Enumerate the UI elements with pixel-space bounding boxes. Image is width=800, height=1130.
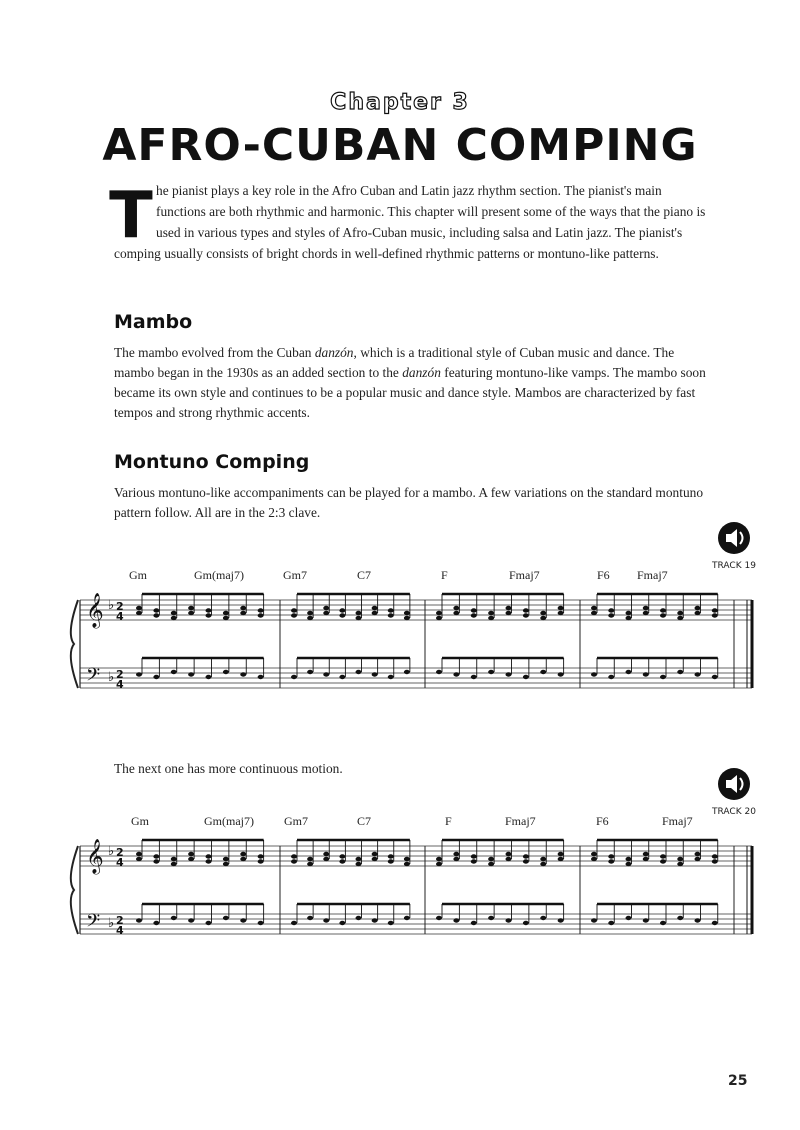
note-head: [677, 616, 683, 620]
note-head: [453, 852, 459, 856]
note-head: [608, 854, 614, 858]
mambo-paragraph: [114, 343, 708, 423]
note-head: [523, 921, 529, 925]
chord-symbol: Gm: [129, 568, 147, 582]
page-number: 25: [728, 1073, 748, 1089]
note-head: [356, 670, 362, 674]
cd-speaker-icon: [717, 767, 751, 801]
note-head: [291, 854, 297, 858]
note-head: [712, 613, 718, 617]
note-head: [488, 670, 494, 674]
key-flat: ♭: [108, 844, 115, 859]
note-head: [712, 608, 718, 612]
note-head: [471, 613, 477, 617]
note-head: [712, 675, 718, 679]
note-head: [188, 852, 194, 856]
chord-symbol: Fmaj7: [505, 814, 536, 828]
montuno-paragraph: Various montuno-like accompaniments can be played for a mambo. A few variations on the standard montuno pattern follow. All are in the 2:3 clave.: [114, 485, 704, 520]
note-head: [660, 613, 666, 617]
note-head: [240, 857, 246, 861]
note-head: [540, 857, 546, 861]
note-head: [626, 616, 632, 620]
note-head: [404, 611, 410, 615]
note-head: [677, 611, 683, 615]
note-head: [608, 613, 614, 617]
note-head: [323, 857, 329, 861]
treble-clef: 𝄞: [86, 593, 104, 628]
note-head: [471, 675, 477, 679]
music-system-1: [70, 580, 760, 700]
note-head: [660, 921, 666, 925]
note-head: [643, 611, 649, 615]
note-head: [291, 613, 297, 617]
note-head: [388, 613, 394, 617]
note-head: [695, 852, 701, 856]
note-head: [372, 857, 378, 861]
note-head: [307, 611, 313, 615]
chord-symbol: C7: [357, 814, 372, 828]
note-head: [372, 606, 378, 610]
chord-symbol: Fmaj7: [509, 568, 540, 582]
note-head: [506, 852, 512, 856]
note-head: [506, 857, 512, 861]
note-head: [471, 854, 477, 858]
note-head: [506, 672, 512, 676]
note-head: [488, 862, 494, 866]
note-head: [608, 675, 614, 679]
note-head: [404, 670, 410, 674]
note-head: [540, 916, 546, 920]
note-head: [712, 921, 718, 925]
next-example-text: The next one has more continuous motion.: [114, 761, 343, 776]
note-head: [240, 852, 246, 856]
note-head: [488, 916, 494, 920]
note-head: [436, 616, 442, 620]
note-head: [643, 918, 649, 922]
note-head: [356, 862, 362, 866]
note-head: [591, 852, 597, 856]
note-head: [223, 611, 229, 615]
note-head: [558, 672, 564, 676]
note-head: [591, 672, 597, 676]
note-head: [307, 916, 313, 920]
key-flat: ♭: [108, 598, 115, 613]
note-head: [291, 921, 297, 925]
note-head: [153, 854, 159, 858]
danzon-term: danzón: [314, 345, 354, 360]
note-head: [153, 675, 159, 679]
note-head: [506, 606, 512, 610]
note-head: [171, 670, 177, 674]
note-head: [153, 613, 159, 617]
note-head: [404, 616, 410, 620]
note-head: [307, 862, 313, 866]
note-head: [712, 854, 718, 858]
note-head: [608, 608, 614, 612]
danzon-term: danzón: [402, 365, 441, 380]
note-head: [206, 859, 212, 863]
chapter-title: AFRO-CUBAN COMPING: [102, 120, 698, 171]
note-head: [626, 670, 632, 674]
note-head: [206, 675, 212, 679]
note-head: [188, 918, 194, 922]
note-head: [356, 616, 362, 620]
note-head: [660, 608, 666, 612]
note-head: [695, 857, 701, 861]
note-head: [660, 854, 666, 858]
chord-symbol: C7: [357, 568, 372, 582]
note-head: [240, 672, 246, 676]
note-head: [523, 675, 529, 679]
time-signature: 2: [116, 668, 124, 681]
note-head: [608, 921, 614, 925]
note-head: [558, 918, 564, 922]
note-head: [695, 672, 701, 676]
note-head: [436, 611, 442, 615]
track-19-badge: [704, 521, 764, 571]
chord-symbol: Fmaj7: [637, 568, 668, 582]
note-head: [436, 862, 442, 866]
note-head: [626, 862, 632, 866]
note-head: [523, 608, 529, 612]
note-head: [240, 918, 246, 922]
note-head: [339, 854, 345, 858]
note-head: [660, 675, 666, 679]
note-head: [626, 916, 632, 920]
note-head: [188, 857, 194, 861]
time-signature: 2: [116, 914, 124, 927]
note-head: [356, 857, 362, 861]
time-signature: 2: [116, 600, 124, 613]
note-head: [436, 670, 442, 674]
note-head: [660, 859, 666, 863]
note-head: [307, 616, 313, 620]
note-head: [388, 921, 394, 925]
note-head: [339, 675, 345, 679]
note-head: [404, 916, 410, 920]
chord-symbol: Gm: [131, 814, 149, 828]
note-head: [258, 854, 264, 858]
note-head: [258, 675, 264, 679]
note-head: [372, 918, 378, 922]
note-head: [188, 611, 194, 615]
mambo-text-2: , which is a traditional style of Cuban music and dance. The mambo began in the 1930s as an added section to the: [114, 345, 675, 380]
chord-symbol: Gm7: [284, 814, 308, 828]
track-label: TRACK 20: [712, 807, 756, 817]
chord-symbol: Gm(maj7): [194, 568, 244, 582]
note-head: [506, 611, 512, 615]
note-head: [206, 608, 212, 612]
note-head: [523, 854, 529, 858]
note-head: [523, 613, 529, 617]
time-signature: 4: [116, 678, 124, 691]
note-head: [695, 918, 701, 922]
note-head: [540, 616, 546, 620]
drop-cap: [109, 179, 153, 253]
note-head: [558, 611, 564, 615]
note-head: [356, 611, 362, 615]
note-head: [677, 916, 683, 920]
note-head: [188, 672, 194, 676]
note-head: [323, 918, 329, 922]
note-head: [372, 611, 378, 615]
note-head: [171, 862, 177, 866]
time-signature: 4: [116, 856, 124, 869]
note-head: [136, 606, 142, 610]
note-head: [558, 857, 564, 861]
chord-symbol: F6: [596, 814, 609, 828]
note-head: [171, 857, 177, 861]
note-head: [136, 857, 142, 861]
note-head: [677, 857, 683, 861]
note-head: [523, 859, 529, 863]
note-head: [388, 608, 394, 612]
mambo-text-1: The mambo evolved from the Cuban: [114, 345, 315, 360]
note-head: [153, 921, 159, 925]
note-head: [643, 606, 649, 610]
chord-symbol: Fmaj7: [662, 814, 693, 828]
note-head: [404, 862, 410, 866]
note-head: [323, 611, 329, 615]
music-system-2: [70, 826, 760, 946]
note-head: [206, 613, 212, 617]
note-head: [591, 611, 597, 615]
section-heading-mambo: Mambo: [114, 311, 193, 333]
note-head: [388, 859, 394, 863]
note-head: [695, 611, 701, 615]
note-head: [677, 862, 683, 866]
chord-symbol: Gm(maj7): [204, 814, 254, 828]
note-head: [223, 616, 229, 620]
note-head: [258, 921, 264, 925]
note-head: [453, 918, 459, 922]
note-head: [540, 862, 546, 866]
note-head: [188, 606, 194, 610]
chord-symbol: F: [445, 814, 452, 828]
chord-symbol: F: [441, 568, 448, 582]
note-head: [453, 857, 459, 861]
note-head: [643, 852, 649, 856]
note-head: [404, 857, 410, 861]
note-head: [506, 918, 512, 922]
bass-clef: 𝄢: [86, 911, 101, 936]
note-head: [558, 852, 564, 856]
note-head: [488, 857, 494, 861]
note-head: [591, 857, 597, 861]
note-head: [339, 608, 345, 612]
key-flat: ♭: [108, 670, 115, 685]
note-head: [339, 859, 345, 863]
treble-clef: 𝄞: [86, 839, 104, 874]
time-signature: 4: [116, 924, 124, 937]
note-head: [223, 670, 229, 674]
chord-symbol: F6: [597, 568, 610, 582]
note-head: [240, 611, 246, 615]
note-head: [206, 921, 212, 925]
note-head: [258, 859, 264, 863]
intro-paragraph: [109, 179, 708, 264]
section-heading-montuno: Montuno Comping: [114, 451, 310, 473]
note-head: [356, 916, 362, 920]
time-signature: 2: [116, 846, 124, 859]
note-head: [558, 606, 564, 610]
note-head: [323, 606, 329, 610]
note-head: [471, 859, 477, 863]
note-head: [323, 672, 329, 676]
key-flat: ♭: [108, 916, 115, 931]
note-head: [471, 921, 477, 925]
note-head: [291, 675, 297, 679]
note-head: [223, 916, 229, 920]
intro-text: he pianist plays a key role in the Afro Cuban and Latin jazz rhythm section. The pianist's main functions are both rhythmic and harmonic. This chapter will present some of the ways that the piano is used in various types and styles of Afro-Cuban music, including salsa and Latin jazz. The pianist's comping usually consists of bright chords in well-defined rhythmic patterns or montuno-like patterns.: [114, 183, 706, 261]
note-head: [643, 672, 649, 676]
cd-speaker-icon: [717, 521, 751, 555]
brace: [71, 846, 78, 934]
note-head: [258, 608, 264, 612]
note-head: [453, 672, 459, 676]
note-head: [712, 859, 718, 863]
note-head: [626, 611, 632, 615]
note-head: [136, 611, 142, 615]
note-head: [258, 613, 264, 617]
note-head: [307, 857, 313, 861]
note-head: [171, 616, 177, 620]
note-head: [323, 852, 329, 856]
note-head: [436, 857, 442, 861]
track-label: TRACK 19: [712, 561, 756, 571]
note-head: [388, 854, 394, 858]
note-head: [339, 613, 345, 617]
note-head: [436, 916, 442, 920]
note-head: [540, 670, 546, 674]
note-head: [206, 854, 212, 858]
note-head: [339, 921, 345, 925]
note-head: [223, 857, 229, 861]
chapter-label: Chapter 3: [330, 90, 470, 115]
note-head: [372, 852, 378, 856]
note-head: [626, 857, 632, 861]
bass-clef: 𝄢: [86, 665, 101, 690]
note-head: [153, 608, 159, 612]
mambo-text-3: featuring montuno-like vamps. The mambo soon became its own style and continues to be a popular music and dance style. Mambos are characterized by fast tempos and strong rhythmic accents.: [114, 365, 706, 420]
brace: [71, 600, 78, 688]
note-head: [153, 859, 159, 863]
note-head: [591, 606, 597, 610]
note-head: [488, 616, 494, 620]
note-head: [291, 608, 297, 612]
note-head: [488, 611, 494, 615]
note-head: [372, 672, 378, 676]
note-head: [136, 852, 142, 856]
note-head: [240, 606, 246, 610]
drop-cap-letter: T: [109, 179, 153, 253]
note-head: [471, 608, 477, 612]
note-head: [453, 611, 459, 615]
note-head: [171, 916, 177, 920]
note-head: [677, 670, 683, 674]
note-head: [307, 670, 313, 674]
note-head: [608, 859, 614, 863]
track-20-badge: [704, 767, 764, 817]
note-head: [540, 611, 546, 615]
time-signature: 4: [116, 610, 124, 623]
note-head: [453, 606, 459, 610]
note-head: [291, 859, 297, 863]
note-head: [591, 918, 597, 922]
chord-symbol: Gm7: [283, 568, 307, 582]
note-head: [223, 862, 229, 866]
note-head: [171, 611, 177, 615]
note-head: [136, 918, 142, 922]
note-head: [136, 672, 142, 676]
note-head: [388, 675, 394, 679]
note-head: [695, 606, 701, 610]
note-head: [643, 857, 649, 861]
